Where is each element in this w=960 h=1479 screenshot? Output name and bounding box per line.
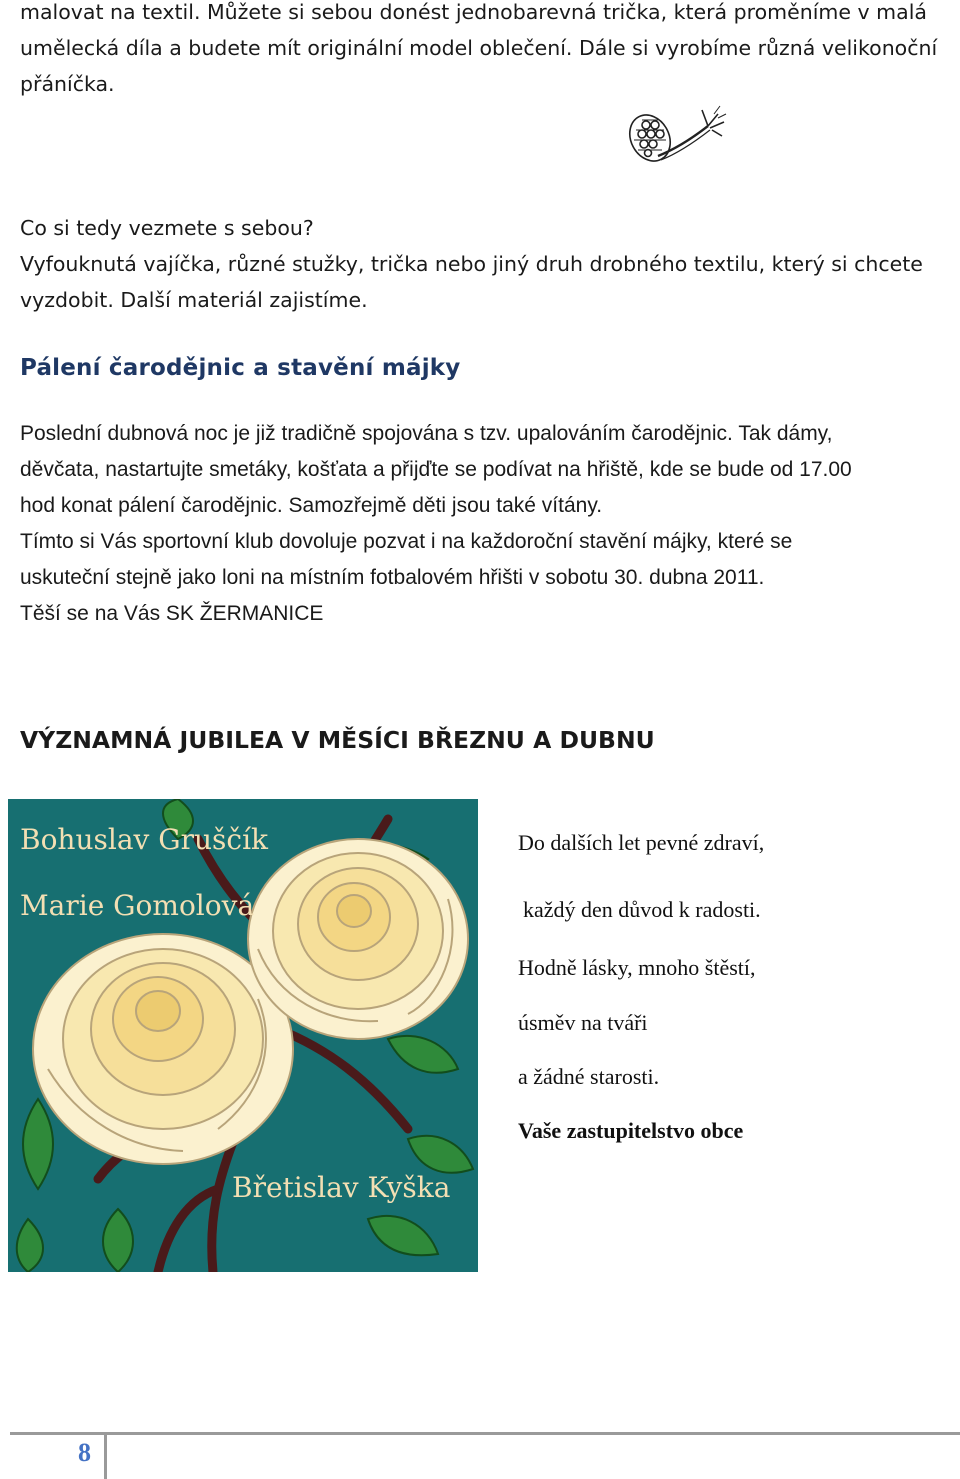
- footer-divider: [10, 1432, 960, 1435]
- bring-paragraph: [20, 210, 940, 318]
- easter-egg-icon: [628, 100, 728, 172]
- text-line: Vyfouknutá vajíčka, různé stužky, trička nebo jiný druh drobného textilu, který si chcete: [20, 252, 923, 276]
- text-line: Poslední dubnová noc je již tradičně spojována s tzv. upalováním čarodějnic. Tak dámy,: [20, 422, 833, 445]
- text-line: hod konat pálení čarodějnic. Samozřejmě děti jsou také vítány.: [20, 494, 603, 517]
- jubilant-name: Marie Gomolová: [20, 889, 255, 922]
- jubilea-heading: VÝZNAMNÁ JUBILEA V MĚSÍCI BŘEZNU A DUBNU: [20, 726, 655, 754]
- wish-line: Do dalších let pevné zdraví,: [518, 830, 765, 855]
- jubilant-name: Bohuslav Gruščík: [20, 823, 268, 856]
- footer-separator: [104, 1432, 107, 1479]
- text-line: Co si tedy vezmete s sebou?: [20, 216, 314, 240]
- wish-line: každý den důvod k radosti.: [523, 897, 761, 922]
- intro-paragraph: [20, 0, 940, 102]
- page-number: 8: [78, 1438, 91, 1467]
- jubilee-card: [8, 799, 478, 1272]
- wish-line: úsměv na tváři: [518, 1010, 648, 1035]
- wish-line: Hodně lásky, mnoho štěstí,: [518, 955, 756, 980]
- text-line: Těší se na Vás SK ŽERMANICE: [20, 602, 324, 625]
- text-line: uskuteční stejně jako loni na místním fotbalovém hřišti v sobotu 30. dubna 2011.: [20, 566, 765, 589]
- text-line: vyzdobit. Další materiál zajistíme.: [20, 288, 368, 312]
- section-heading: Pálení čarodějnic a stavění májky: [20, 355, 461, 381]
- text-line: umělecká díla a budete mít originální model oblečení. Dále si vyrobíme různá velikonoční: [20, 36, 938, 60]
- text-line: přáníčka.: [20, 72, 115, 96]
- wish-line: a žádné starosti.: [518, 1064, 660, 1089]
- text-line: malovat na textil. Můžete si sebou donést jednobarevná trička, která proměníme v malá: [20, 0, 927, 24]
- signature-line: Vaše zastupitelstvo obce: [518, 1118, 744, 1143]
- jubilant-name: Břetislav Kyška: [232, 1171, 451, 1204]
- paleni-paragraph: [20, 416, 940, 632]
- text-line: děvčata, nastartujte smetáky, košťata a přijďte se podívat na hřiště, kde se bude od 17.00: [20, 458, 852, 481]
- text-line: Tímto si Vás sportovní klub dovoluje pozvat i na každoroční stavění májky, které se: [20, 530, 793, 553]
